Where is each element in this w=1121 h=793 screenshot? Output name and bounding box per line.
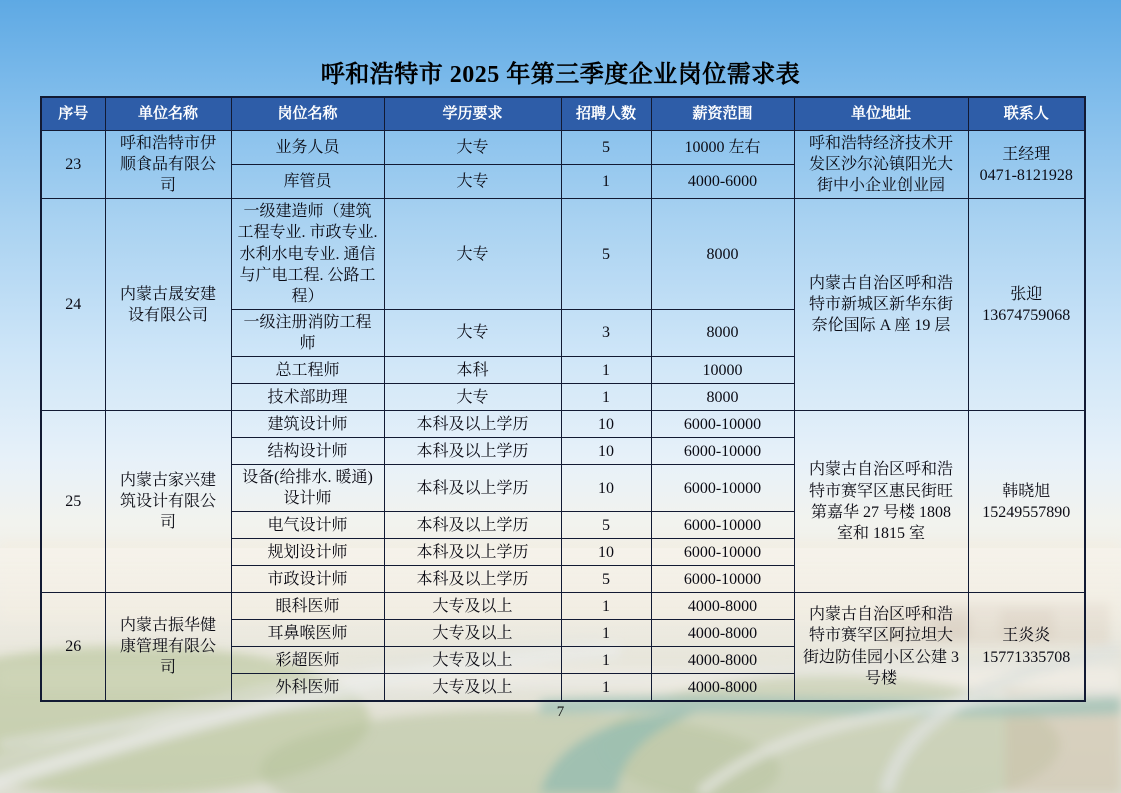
education-requirement: 大专及以上 [384,647,561,674]
table-body [41,131,1085,701]
column-header: 学历要求 [384,97,561,131]
position-title: 一级注册消防工程师 [231,309,384,356]
position-title: 建筑设计师 [231,411,384,438]
education-requirement: 大专 [384,384,561,411]
salary-range: 4000-8000 [651,593,794,620]
education-requirement: 大专及以上 [384,593,561,620]
salary-range: 6000-10000 [651,566,794,593]
education-requirement: 大专及以上 [384,674,561,701]
salary-range: 8000 [651,309,794,356]
position-title: 规划设计师 [231,539,384,566]
contact-name: 王经理 [1002,145,1051,163]
contact-name: 韩晓旭 [1002,482,1051,500]
company-name: 内蒙古晟安建设有限公司 [105,199,231,411]
hiring-count: 5 [561,566,651,593]
salary-range: 6000-10000 [651,512,794,539]
hiring-count: 1 [561,165,651,199]
education-requirement: 本科及以上学历 [384,512,561,539]
column-header: 单位名称 [105,97,231,131]
row-number: 24 [41,199,105,411]
row-number: 23 [41,131,105,199]
hiring-count: 3 [561,309,651,356]
position-title: 眼科医师 [231,593,384,620]
contact-cell [968,131,1085,199]
education-requirement: 大专 [384,199,561,310]
hiring-count: 1 [561,647,651,674]
hiring-count: 10 [561,465,651,512]
salary-range: 6000-10000 [651,539,794,566]
hiring-count: 1 [561,384,651,411]
education-requirement: 大专 [384,131,561,165]
column-header: 单位地址 [794,97,968,131]
salary-range: 4000-8000 [651,620,794,647]
education-requirement: 本科 [384,357,561,384]
education-requirement: 本科及以上学历 [384,438,561,465]
company-name: 内蒙古家兴建筑设计有限公司 [105,411,231,593]
table-row [41,411,1085,438]
contact-cell [968,593,1085,701]
contact-cell [968,411,1085,593]
row-number: 25 [41,411,105,593]
job-demand-table [40,96,1086,702]
table-row [41,199,1085,310]
salary-range: 6000-10000 [651,465,794,512]
table-header-row [41,97,1085,131]
hiring-count: 1 [561,357,651,384]
hiring-count: 5 [561,512,651,539]
column-header: 薪资范围 [651,97,794,131]
column-header: 岗位名称 [231,97,384,131]
position-title: 一级建造师（建筑工程专业. 市政专业. 水利水电专业. 通信与广电工程. 公路工程） [231,199,384,310]
education-requirement: 本科及以上学历 [384,566,561,593]
company-name: 呼和浩特市伊顺食品有限公司 [105,131,231,199]
education-requirement: 本科及以上学历 [384,465,561,512]
education-requirement: 大专及以上 [384,620,561,647]
contact-cell [968,199,1085,411]
company-address: 内蒙古自治区呼和浩特市赛罕区阿拉坦大街边防佳园小区公建 3 号楼 [794,593,968,701]
company-address: 呼和浩特经济技术开发区沙尔沁镇阳光大街中小企业创业园 [794,131,968,199]
contact-phone: 15249557890 [982,503,1071,521]
hiring-count: 10 [561,411,651,438]
position-title: 耳鼻喉医师 [231,620,384,647]
contact-phone: 15771335708 [982,648,1071,666]
page-title: 呼和浩特市 2025 年第三季度企业岗位需求表 [320,62,801,88]
position-title: 设备(给排水. 暖通)设计师 [231,465,384,512]
table-row [41,593,1085,620]
row-number: 26 [41,593,105,701]
company-address: 内蒙古自治区呼和浩特市新城区新华东街奈伦国际 A 座 19 层 [794,199,968,411]
contact-phone: 13674759068 [982,306,1071,324]
column-header: 联系人 [968,97,1085,131]
salary-range: 6000-10000 [651,438,794,465]
salary-range: 10000 左右 [651,131,794,165]
company-address: 内蒙古自治区呼和浩特市赛罕区惠民街旺第嘉华 27 号楼 1808 室和 1815 室 [794,411,968,593]
column-header: 招聘人数 [561,97,651,131]
column-header: 序号 [41,97,105,131]
contact-phone: 0471-8121928 [979,166,1073,184]
contact-name: 王炎炎 [1002,627,1051,645]
company-name: 内蒙古振华健康管理有限公司 [105,593,231,701]
salary-range: 8000 [651,384,794,411]
position-title: 总工程师 [231,357,384,384]
hiring-count: 5 [561,131,651,165]
position-title: 市政设计师 [231,566,384,593]
education-requirement: 本科及以上学历 [384,539,561,566]
salary-range: 4000-6000 [651,165,794,199]
hiring-count: 10 [561,438,651,465]
hiring-count: 5 [561,199,651,310]
salary-range: 4000-8000 [651,647,794,674]
hiring-count: 1 [561,593,651,620]
education-requirement: 本科及以上学历 [384,411,561,438]
position-title: 外科医师 [231,674,384,701]
salary-range: 8000 [651,199,794,310]
education-requirement: 大专 [384,165,561,199]
position-title: 结构设计师 [231,438,384,465]
hiring-count: 1 [561,674,651,701]
salary-range: 6000-10000 [651,411,794,438]
salary-range: 4000-8000 [651,674,794,701]
hiring-count: 10 [561,539,651,566]
position-title: 库管员 [231,165,384,199]
hiring-count: 1 [561,620,651,647]
position-title: 电气设计师 [231,512,384,539]
position-title: 业务人员 [231,131,384,165]
salary-range: 10000 [651,357,794,384]
table-row [41,131,1085,165]
position-title: 彩超医师 [231,647,384,674]
page-number: 7 [556,704,565,720]
position-title: 技术部助理 [231,384,384,411]
contact-name: 张迎 [1010,285,1043,303]
education-requirement: 大专 [384,309,561,356]
